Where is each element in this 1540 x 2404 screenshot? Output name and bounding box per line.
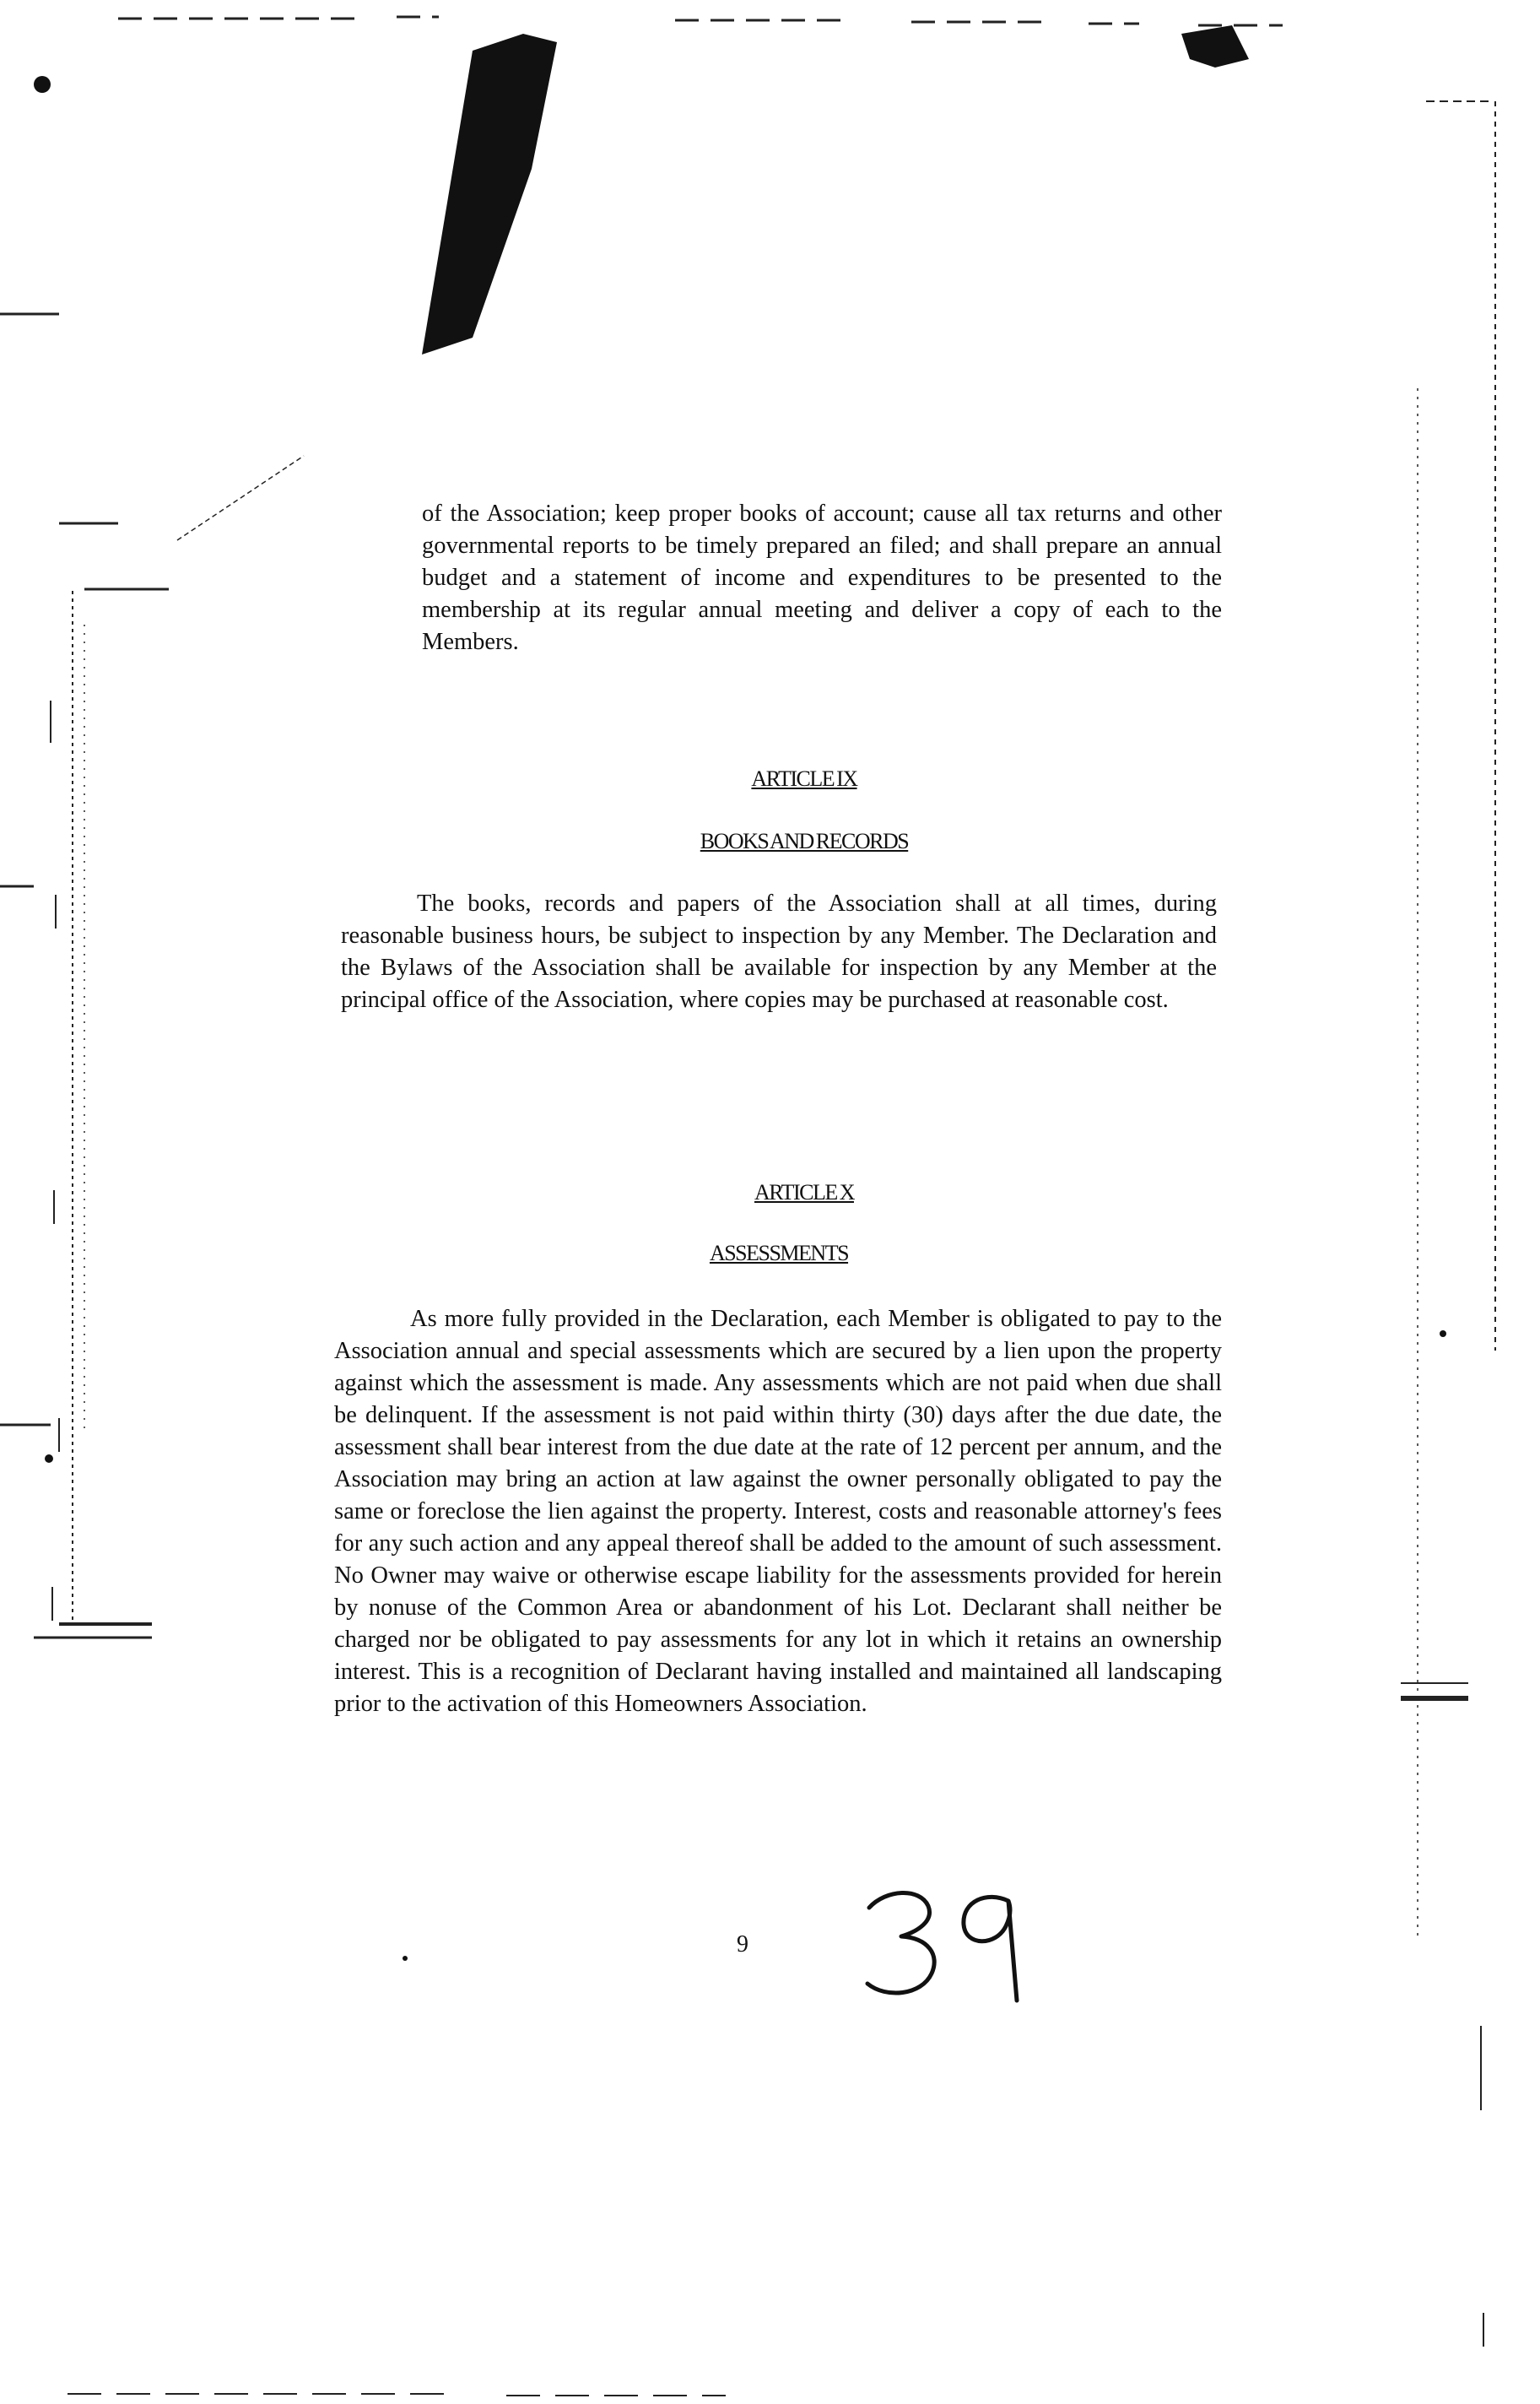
article-9-subheading: BOOKS AND RECORDS: [700, 829, 909, 853]
article-10-heading: ARTICLE X: [754, 1180, 854, 1205]
article-9-body: The books, records and papers of the Association shall at all times, during reasonable business hours, be subject to inspection by any Member. The Declaration and the Bylaws of the Association shall be available for inspection by any Member at the principal office of the Association, where copies may be purchased at reasonable cost.: [341, 891, 1217, 1013]
handwritten-page-number: [861, 1882, 1046, 2009]
article-10-subheading: ASSESSMENTS: [709, 1241, 849, 1265]
article-10-body: As more fully provided in the Declaration, each Member is obligated to pay to the Association annual and special assessments which are secured by a lien upon the property against which the assessment is made. Any assessments which are not paid when due shall be delinquent. If the assessment is not paid within thirty (30) days after the due date, the assessment shall bear interest from the due date at the rate of 12 percent per annum, and the Association may bring an action at law against the owner personally obligated to pay the same or foreclose the lien against the property. Interest, costs and reasonable attorney's fees for any such action and any appeal thereof shall be added to the amount of such assessment. No Owner may waive or otherwise escape liability for the assessments provided for herein by nonuse of the Common Area or abandonment of his Lot. Declarant shall neither be charged nor be obligated to pay assessments for any lot in which it retains an ownership interest. This is a recognition of Declarant having installed and maintained all landscaping prior to the activation of this Homeowners Association.: [334, 1306, 1222, 1717]
page-number: 9: [737, 1931, 748, 1957]
continuation-paragraph: of the Association; keep proper books of account; cause all tax returns and other governmental reports to be timely prepared an filed; and shall prepare an annual budget and a statement of income and expenditures to be presented to the membership at its regular annual meeting and deliver a copy of each to the Members.: [422, 501, 1222, 655]
article-9-heading: ARTICLE IX: [751, 766, 857, 791]
